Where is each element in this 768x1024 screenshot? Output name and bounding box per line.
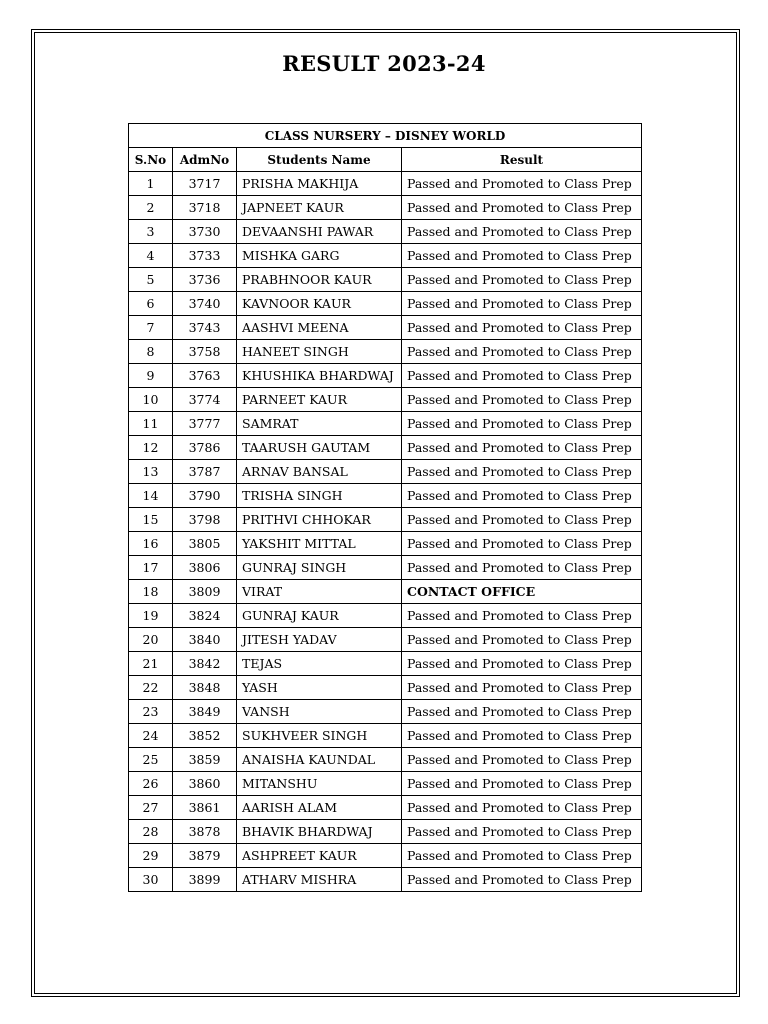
table-row (129, 628, 642, 652)
row-result: Passed and Promoted to Class Prep (402, 460, 642, 484)
table-row (129, 652, 642, 676)
table-row (129, 748, 642, 772)
column-header-admno: AdmNo (173, 148, 237, 172)
table-row (129, 268, 642, 292)
table-row (129, 460, 642, 484)
result-table (128, 123, 642, 892)
table-row (129, 772, 642, 796)
row-sno: 17 (129, 556, 173, 580)
row-result: Passed and Promoted to Class Prep (402, 724, 642, 748)
table-row (129, 436, 642, 460)
row-admno: 3842 (173, 652, 237, 676)
table-row (129, 724, 642, 748)
row-admno: 3787 (173, 460, 237, 484)
table-row (129, 676, 642, 700)
row-result: Passed and Promoted to Class Prep (402, 388, 642, 412)
row-admno: 3824 (173, 604, 237, 628)
row-admno: 3806 (173, 556, 237, 580)
row-result: Passed and Promoted to Class Prep (402, 844, 642, 868)
row-admno: 3736 (173, 268, 237, 292)
column-header-student-name: Students Name (237, 148, 402, 172)
row-result: Passed and Promoted to Class Prep (402, 340, 642, 364)
row-admno: 3740 (173, 292, 237, 316)
table-row (129, 508, 642, 532)
row-sno: 15 (129, 508, 173, 532)
row-sno: 9 (129, 364, 173, 388)
row-student-name: JAPNEET KAUR (237, 196, 402, 220)
row-sno: 25 (129, 748, 173, 772)
row-admno: 3774 (173, 388, 237, 412)
column-header-row (129, 148, 642, 172)
row-student-name: PRITHVI CHHOKAR (237, 508, 402, 532)
row-admno: 3899 (173, 868, 237, 892)
row-admno: 3878 (173, 820, 237, 844)
row-result: Passed and Promoted to Class Prep (402, 676, 642, 700)
table-body (129, 172, 642, 892)
row-result: Passed and Promoted to Class Prep (402, 484, 642, 508)
row-student-name: MISHKA GARG (237, 244, 402, 268)
row-admno: 3790 (173, 484, 237, 508)
table-row (129, 844, 642, 868)
row-admno: 3879 (173, 844, 237, 868)
table-row (129, 532, 642, 556)
row-result: Passed and Promoted to Class Prep (402, 196, 642, 220)
row-result: Passed and Promoted to Class Prep (402, 772, 642, 796)
row-student-name: ATHARV MISHRA (237, 868, 402, 892)
row-admno: 3849 (173, 700, 237, 724)
row-student-name: DEVAANSHI PAWAR (237, 220, 402, 244)
row-student-name: VANSH (237, 700, 402, 724)
row-sno: 22 (129, 676, 173, 700)
row-student-name: KAVNOOR KAUR (237, 292, 402, 316)
row-sno: 26 (129, 772, 173, 796)
row-sno: 27 (129, 796, 173, 820)
row-admno: 3805 (173, 532, 237, 556)
row-sno: 6 (129, 292, 173, 316)
table-row (129, 484, 642, 508)
row-sno: 4 (129, 244, 173, 268)
row-result: Passed and Promoted to Class Prep (402, 796, 642, 820)
row-student-name: TAARUSH GAUTAM (237, 436, 402, 460)
row-admno: 3730 (173, 220, 237, 244)
table-row (129, 700, 642, 724)
row-sno: 19 (129, 604, 173, 628)
row-admno: 3859 (173, 748, 237, 772)
row-admno: 3777 (173, 412, 237, 436)
row-sno: 7 (129, 316, 173, 340)
table-row (129, 172, 642, 196)
table-row (129, 820, 642, 844)
column-header-result: Result (402, 148, 642, 172)
row-result: Passed and Promoted to Class Prep (402, 652, 642, 676)
table-row (129, 580, 642, 604)
row-result: Passed and Promoted to Class Prep (402, 604, 642, 628)
row-admno: 3717 (173, 172, 237, 196)
row-result: Passed and Promoted to Class Prep (402, 820, 642, 844)
table-row (129, 868, 642, 892)
row-sno: 5 (129, 268, 173, 292)
row-sno: 11 (129, 412, 173, 436)
row-admno: 3786 (173, 436, 237, 460)
row-sno: 16 (129, 532, 173, 556)
row-admno: 3798 (173, 508, 237, 532)
table-row (129, 316, 642, 340)
row-result: Passed and Promoted to Class Prep (402, 292, 642, 316)
row-sno: 21 (129, 652, 173, 676)
row-student-name: KHUSHIKA BHARDWAJ (237, 364, 402, 388)
table-row (129, 604, 642, 628)
table-row (129, 244, 642, 268)
row-sno: 8 (129, 340, 173, 364)
row-sno: 29 (129, 844, 173, 868)
row-admno: 3763 (173, 364, 237, 388)
row-result: Passed and Promoted to Class Prep (402, 412, 642, 436)
row-sno: 28 (129, 820, 173, 844)
row-student-name: YAKSHIT MITTAL (237, 532, 402, 556)
row-result: Passed and Promoted to Class Prep (402, 748, 642, 772)
table-row (129, 556, 642, 580)
row-result: Passed and Promoted to Class Prep (402, 628, 642, 652)
row-student-name: GUNRAJ SINGH (237, 556, 402, 580)
row-admno: 3861 (173, 796, 237, 820)
row-sno: 2 (129, 196, 173, 220)
row-admno: 3852 (173, 724, 237, 748)
page-title: RESULT 2023-24 (282, 51, 486, 76)
row-sno: 30 (129, 868, 173, 892)
row-sno: 24 (129, 724, 173, 748)
row-student-name: PARNEET KAUR (237, 388, 402, 412)
row-sno: 20 (129, 628, 173, 652)
row-sno: 18 (129, 580, 173, 604)
row-admno: 3809 (173, 580, 237, 604)
row-result: Passed and Promoted to Class Prep (402, 436, 642, 460)
row-sno: 23 (129, 700, 173, 724)
row-admno: 3718 (173, 196, 237, 220)
row-result: Passed and Promoted to Class Prep (402, 532, 642, 556)
row-student-name: ARNAV BANSAL (237, 460, 402, 484)
class-header-row (129, 124, 642, 148)
table-row (129, 364, 642, 388)
row-admno: 3860 (173, 772, 237, 796)
row-admno: 3743 (173, 316, 237, 340)
row-student-name: TRISHA SINGH (237, 484, 402, 508)
row-sno: 12 (129, 436, 173, 460)
row-student-name: ANAISHA KAUNDAL (237, 748, 402, 772)
row-result: Passed and Promoted to Class Prep (402, 244, 642, 268)
row-result: CONTACT OFFICE (402, 580, 642, 604)
class-header: CLASS NURSERY – DISNEY WORLD (129, 124, 642, 148)
table-row (129, 196, 642, 220)
row-result: Passed and Promoted to Class Prep (402, 220, 642, 244)
row-student-name: MITANSHU (237, 772, 402, 796)
row-result: Passed and Promoted to Class Prep (402, 700, 642, 724)
row-result: Passed and Promoted to Class Prep (402, 556, 642, 580)
row-student-name: BHAVIK BHARDWAJ (237, 820, 402, 844)
table-row (129, 340, 642, 364)
row-student-name: PRABHNOOR KAUR (237, 268, 402, 292)
row-sno: 13 (129, 460, 173, 484)
row-sno: 10 (129, 388, 173, 412)
row-student-name: HANEET SINGH (237, 340, 402, 364)
column-header-sno: S.No (129, 148, 173, 172)
table-row (129, 220, 642, 244)
row-admno: 3840 (173, 628, 237, 652)
row-student-name: SUKHVEER SINGH (237, 724, 402, 748)
row-sno: 3 (129, 220, 173, 244)
row-student-name: PRISHA MAKHIJA (237, 172, 402, 196)
row-admno: 3733 (173, 244, 237, 268)
table-row (129, 796, 642, 820)
table-row (129, 412, 642, 436)
row-result: Passed and Promoted to Class Prep (402, 868, 642, 892)
row-admno: 3758 (173, 340, 237, 364)
row-sno: 14 (129, 484, 173, 508)
row-result: Passed and Promoted to Class Prep (402, 508, 642, 532)
row-student-name: AASHVI MEENA (237, 316, 402, 340)
row-student-name: AARISH ALAM (237, 796, 402, 820)
row-result: Passed and Promoted to Class Prep (402, 172, 642, 196)
row-student-name: VIRAT (237, 580, 402, 604)
table-row (129, 292, 642, 316)
table-row (129, 388, 642, 412)
row-sno: 1 (129, 172, 173, 196)
row-result: Passed and Promoted to Class Prep (402, 316, 642, 340)
row-student-name: YASH (237, 676, 402, 700)
row-result: Passed and Promoted to Class Prep (402, 268, 642, 292)
row-student-name: TEJAS (237, 652, 402, 676)
row-student-name: ASHPREET KAUR (237, 844, 402, 868)
row-student-name: SAMRAT (237, 412, 402, 436)
row-result: Passed and Promoted to Class Prep (402, 364, 642, 388)
row-student-name: GUNRAJ KAUR (237, 604, 402, 628)
row-student-name: JITESH YADAV (237, 628, 402, 652)
row-admno: 3848 (173, 676, 237, 700)
